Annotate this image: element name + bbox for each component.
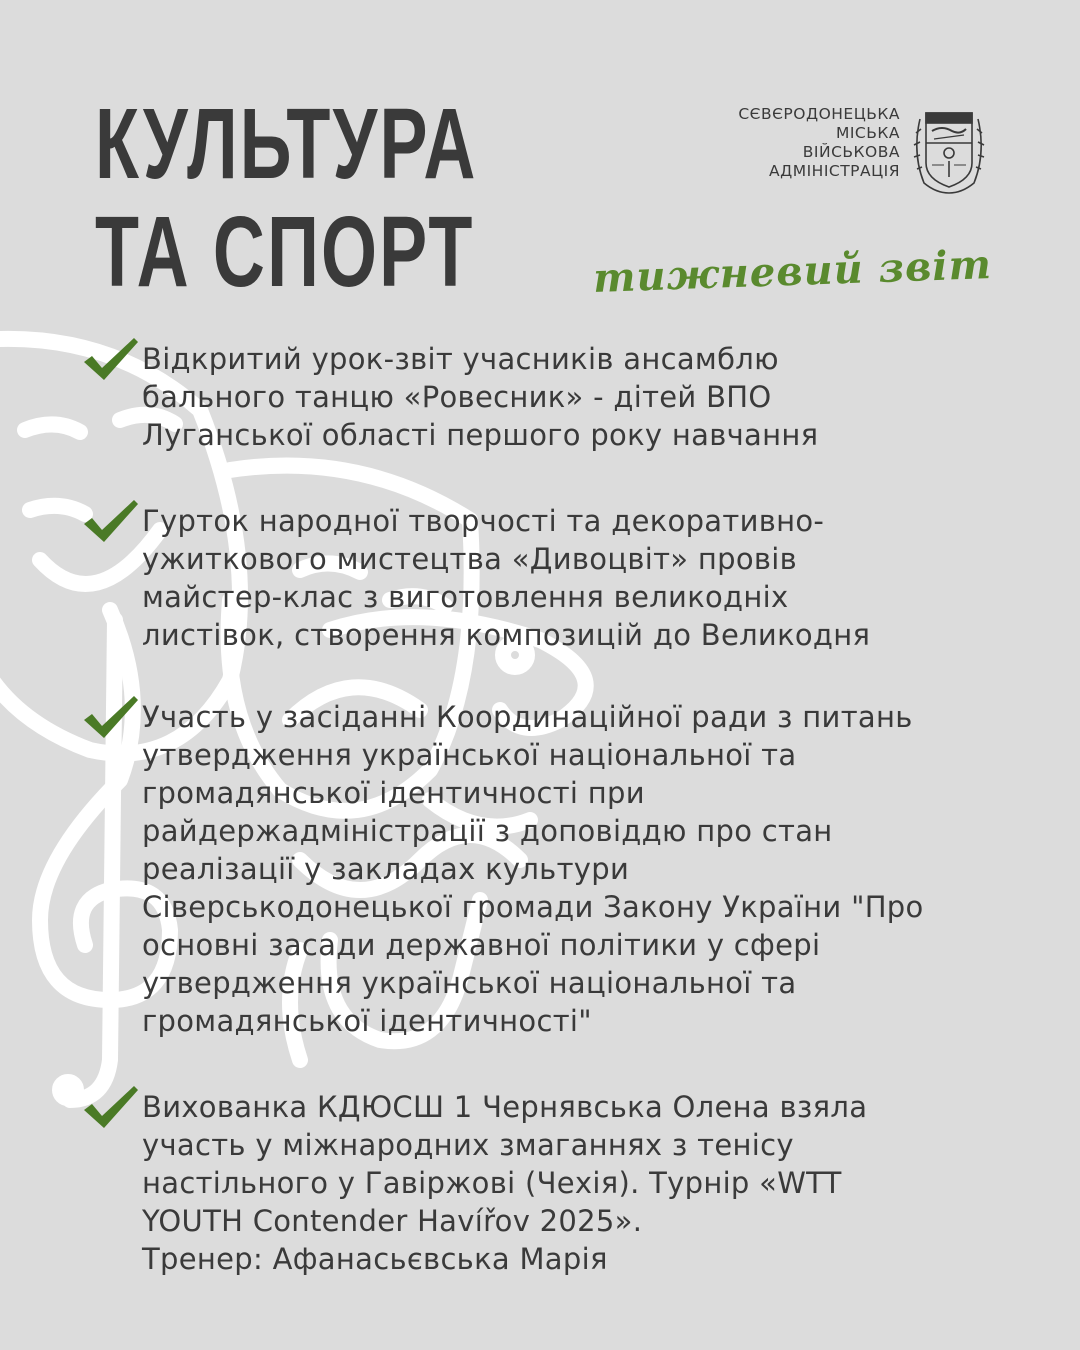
list-item-text xyxy=(142,698,924,1040)
organization-name xyxy=(738,105,900,181)
list-item-line: настільного у Гавіржові (Чехія). Турнір «WTT xyxy=(142,1166,842,1200)
list-item-line: Участь у засіданні Координаційної ради з питань xyxy=(142,700,913,734)
organization-name-line-2: МІСЬКА xyxy=(835,124,900,142)
organization-name-line-4: АДМІНІСТРАЦІЯ xyxy=(769,162,900,180)
list-item-line: Вихованка КДЮСШ 1 Чернявська Олена взяла xyxy=(142,1090,868,1124)
list-item-line: райдержадміністрації з доповіддю про стан xyxy=(142,814,833,848)
check-mark-icon xyxy=(80,334,142,384)
list-item xyxy=(80,502,1050,654)
list-item-line: бального танцю «Ровесник» - дітей ВПО xyxy=(142,380,772,414)
list-item-line: Луганської області першого року навчання xyxy=(142,418,819,452)
list-item xyxy=(80,340,1050,454)
list-item-line: основні засади державної політики у сфері xyxy=(142,928,821,962)
list-item xyxy=(80,698,1050,1040)
list-item-line: Тренер: Афанасьєвська Марія xyxy=(142,1242,608,1276)
list-item-line: Відкритий урок-звіт учасників ансамблю xyxy=(142,342,779,376)
list-item-line: Гурток народної творчості та декоративно- xyxy=(142,504,825,538)
list-item xyxy=(80,1088,1050,1278)
list-item-line: реалізації у закладах культури xyxy=(142,852,630,886)
list-item-line: Сіверськодонецької громади Закону України "Про xyxy=(142,890,924,924)
list-item-line: листівок, створення композицій до Великодня xyxy=(142,618,871,652)
list-item-line: майстер-клас з виготовлення великодніх xyxy=(142,580,789,614)
title-line-2: ТА СПОРТ xyxy=(95,196,475,308)
organization-name-line-1: СЄВЄРОДОНЕЦЬКА xyxy=(738,105,900,123)
list-item-line: ужиткового мистецтва «Дивоцвіт» провів xyxy=(142,542,798,576)
list-item-line: участь у міжнародних змаганнях з тенісу xyxy=(142,1128,794,1162)
check-mark-icon xyxy=(80,1082,142,1132)
weekly-report-subtitle: тижневий звіт xyxy=(592,241,993,302)
organization-block xyxy=(738,105,988,195)
list-item-line: громадянської ідентичності" xyxy=(142,1004,592,1038)
list-item-line: YOUTH Contender Havířov 2025». xyxy=(142,1204,643,1238)
list-item-line: утвердження української національної та xyxy=(142,738,797,772)
list-item-line: громадянської ідентичності при xyxy=(142,776,645,810)
report-items-list xyxy=(80,340,1050,1326)
list-item-text xyxy=(142,340,818,454)
city-coat-of-arms-icon xyxy=(910,105,988,195)
page-title xyxy=(95,90,478,306)
check-mark-icon xyxy=(80,496,142,546)
title-line-1: КУЛЬТУРА xyxy=(95,88,478,200)
organization-name-line-3: ВІЙСЬКОВА xyxy=(802,143,900,161)
list-item-line: утвердження української національної та xyxy=(142,966,797,1000)
list-item-text xyxy=(142,1088,867,1278)
list-item-text xyxy=(142,502,870,654)
check-mark-icon xyxy=(80,692,142,742)
